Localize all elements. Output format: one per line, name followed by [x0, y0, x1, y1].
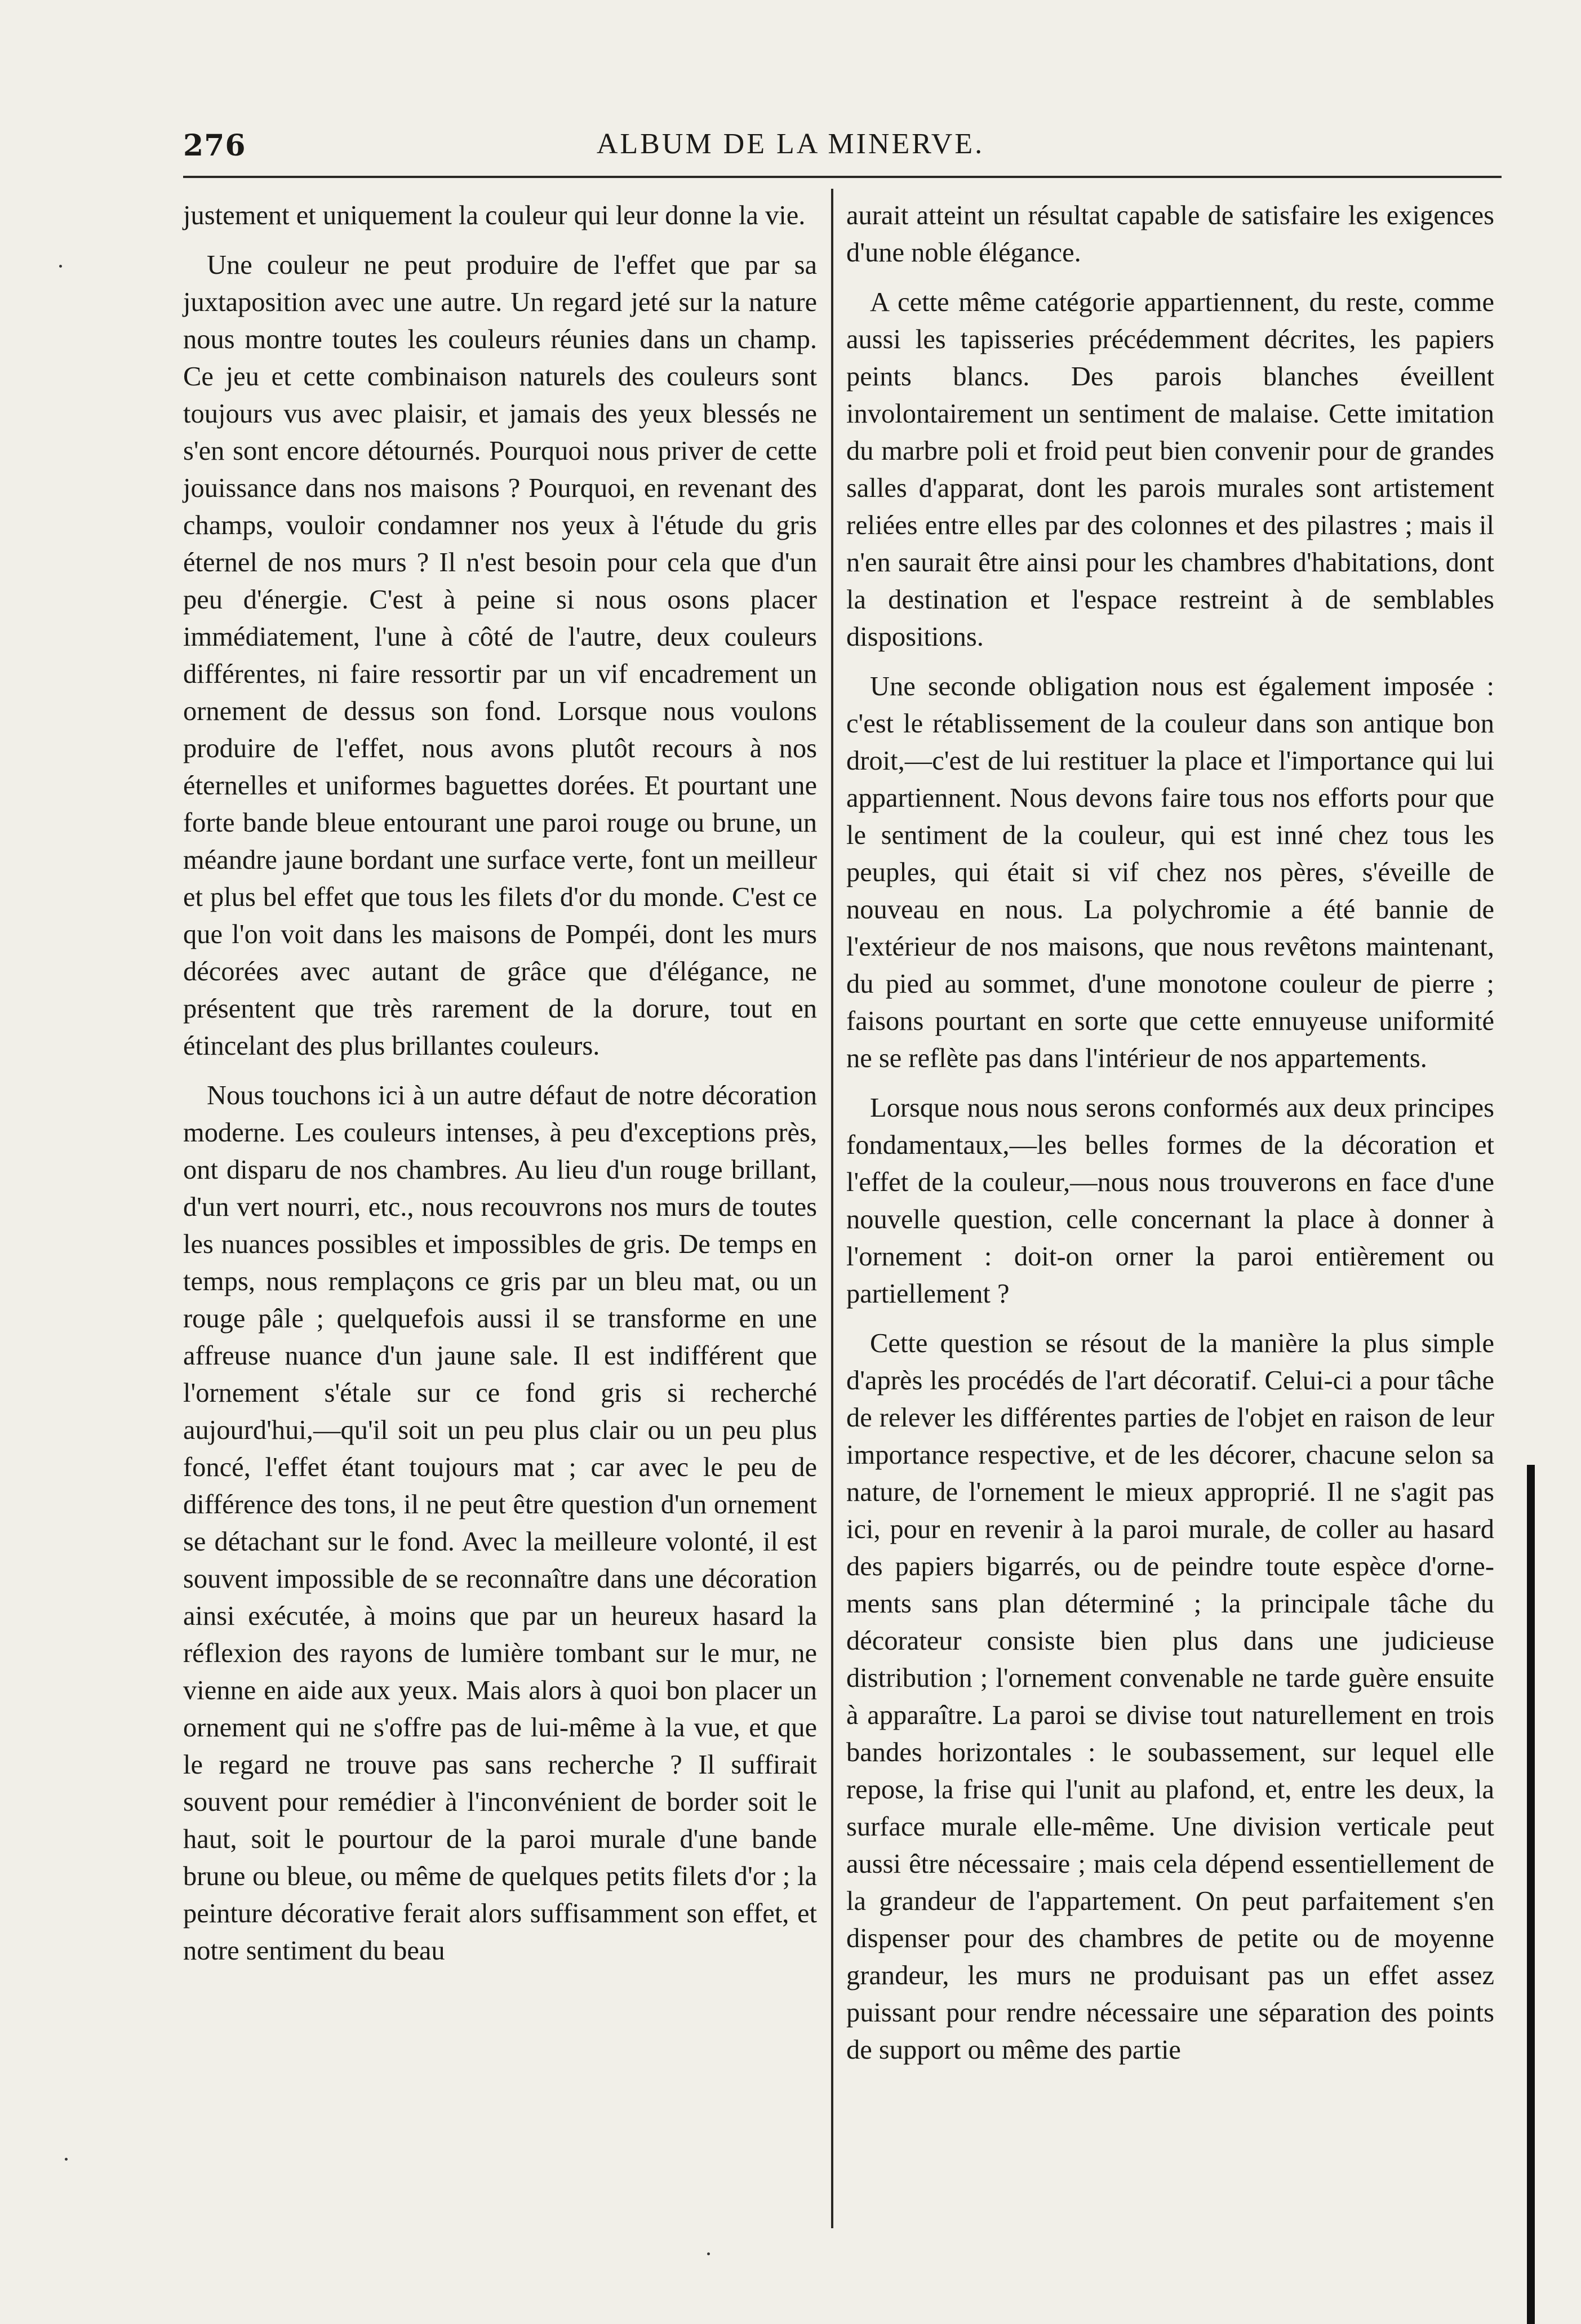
paragraph: Une seconde obligation nous est également imposée : c'est le rétablissement de la couleur dans son antique bon droit,—c'est de lui restituer la place et l'importance qui lui appartiennent. Nous devons faire tous nos efforts pour que le sentiment de la couleur, qui est inné chez tous les peuples, qui était si vif chez nos pères, s'éveille de nouveau en nous. La polychromie a été bannie de l'extérieur de nos maisons, que nous revêtons maintenant, du pied au sommet, d'une monotone couleur de pierre ; faisons pourtant en sorte que cette ennuyeuse uniformité ne se reflète pas dans l'intérieur de nos appartements.: [846, 672, 1494, 1073]
page-number: 276: [183, 128, 246, 163]
paragraph: Nous touchons ici à un autre défaut de notre décoration moderne. Les couleurs intenses, à peu d'exceptions près, ont disparu de nos chambres. Au lieu d'un rouge brillant, d'un vert nourri, etc., nous recouvrons nos murs de toutes les nuances possibles et impossibles de gris. De temps en temps, nous remplaçons ce gris par un bleu mat, ou un rouge pâle ; quelquefois aussi il se transforme en une affreuse nuance d'un jaune sale. Il est indifférent que l'ornement s'étale sur ce fond gris si recherché aujourd'hui,—qu'il soit un peu plus clair ou un peu plus foncé, l'effet étant toujours mat ; car avec le peu de différence des tons, il ne peut être question d'un ornement se détachant sur le fond. Avec la meilleure volonté, il est souvent impossible de se reconnaître dans une décoration ainsi exécutée, à moins que par un heureux hasard la réflexion des rayons de lumière tombant sur le mur, ne vienne en aide aux yeux. Mais alors à quoi bon placer un ornement qui ne s'offre pas de lui-même à la vue, et que le regard ne trouve pas sans recherche ? Il suffirait souvent pour remédier à l'inconvénient de border soit le haut, soit le pourtour de la paroi murale d'une bande brune ou bleue, ou même de quelques petits filets d'or ; la peinture décorative ferait alors suffisamment son effet, et notre sentiment du beau: [183, 1081, 817, 1966]
ink-speck: [707, 2252, 710, 2255]
ink-speck: [59, 265, 62, 268]
paragraph: A cette même catégorie appartiennent, du reste, comme aussi les tapisseries précédemment décrites, les papiers peints blancs. Des parois blanches éveillent involontairement un sentiment de malaise. Cette imitation du marbre poli et froid peut bien convenir pour de grandes salles d'apparat, dont les parois murales sont artistement reliées entre elles par des colonnes et des pilastres ; mais il n'en saurait être ainsi pour les chambres d'habitations, dont la destination et l'espace restreint à de semblables dispositions.: [846, 287, 1494, 652]
header-rule: [183, 176, 1502, 178]
column-divider: [831, 189, 833, 2228]
paragraph: justement et uniquement la couleur qui leur donne la vie.: [183, 201, 806, 230]
paragraph: Une couleur ne peut produire de l'effet que par sa juxtaposition avec une autre. Un regard jeté sur la nature nous montre toutes les couleurs réunies dans un champ. Ce jeu et cette combinaison naturels des couleurs sont toujours vus avec plaisir, et jamais des yeux blessés ne s'en sont encore détournés. Pourquoi nous priver de cette jouissance dans nos maisons ? Pourquoi, en revenant des champs, vouloir condamner nos yeux à l'étude du gris éternel de nos murs ? Il n'est besoin pour cela que d'un peu d'énergie. C'est à peine si nous osons placer immédiatement, l'une à côté de l'autre, deux couleurs différentes, ni faire ressortir par un vif encadrement un ornement de dessus son fond. Lorsque nous voulons produire de l'effet, nous avons plutôt recours à nos éternelles et uniformes baguettes dorées. Et pourtant une forte bande bleue entourant une paroi rouge ou brune, un méandre jaune bordant une surface verte, font un meilleur et plus bel effet que tous les filets d'or du monde. C'est ce que l'on voit dans les maisons de Pompéi, dont les murs décorées avec autant de grâce que d'élégance, ne présentent que très rarement de la dorure, tout en étincelant des plus brillantes couleurs.: [183, 250, 817, 1061]
ink-speck: [65, 2158, 68, 2161]
scan-edge: [1527, 1465, 1535, 2324]
paragraph: aurait atteint un résultat capable de satisfaire les exigences d'une noble élégance.: [846, 201, 1494, 268]
left-column: [183, 197, 817, 1982]
running-title: ALBUM DE LA MINERVE.: [596, 128, 985, 160]
right-column: [846, 197, 1494, 2081]
paragraph: Lorsque nous nous serons conformés aux deux principes fondamentaux,—les belles formes de la décoration et l'effet de la couleur,—nous nous trouverons en face d'une nouvelle question, celle concernant la place à donner à l'ornement : doit-on orner la paroi entièrement ou partiellement ?: [846, 1093, 1494, 1309]
paragraph: Cette question se résout de la manière la plus simple d'après les procédés de l'art décoratif. Celui-ci a pour tâche de relever les différentes parties de l'objet en raison de leur importance respective, et de les décorer, chacune selon sa nature, de l'ornement le mieux approprié. Il ne s'agit pas ici, pour en revenir à la paroi murale, de coller au hasard des papiers bigarrés, ou de peindre toute espèce d'ornements sans plan déterminé ; la principale tâche du décorateur consiste bien plus dans une judicieuse distribution ; l'ornement convenable ne tarde guère ensuite à apparaître. La paroi se divise tout naturellement en trois bandes horizontales : le soubassement, sur lequel elle repose, la frise qui l'unit au plafond, et, entre les deux, la surface murale elle-même. Une division verticale peut aussi être nécessaire ; mais cela dépend essentiellement de la grandeur de l'appartement. On peut parfaitement s'en dispenser pour des chambres de petite ou de moyenne grandeur, les murs ne produisant pas un effet assez puissant pour rendre nécessaire une séparation des points de support ou même des partie: [846, 1328, 1494, 2065]
